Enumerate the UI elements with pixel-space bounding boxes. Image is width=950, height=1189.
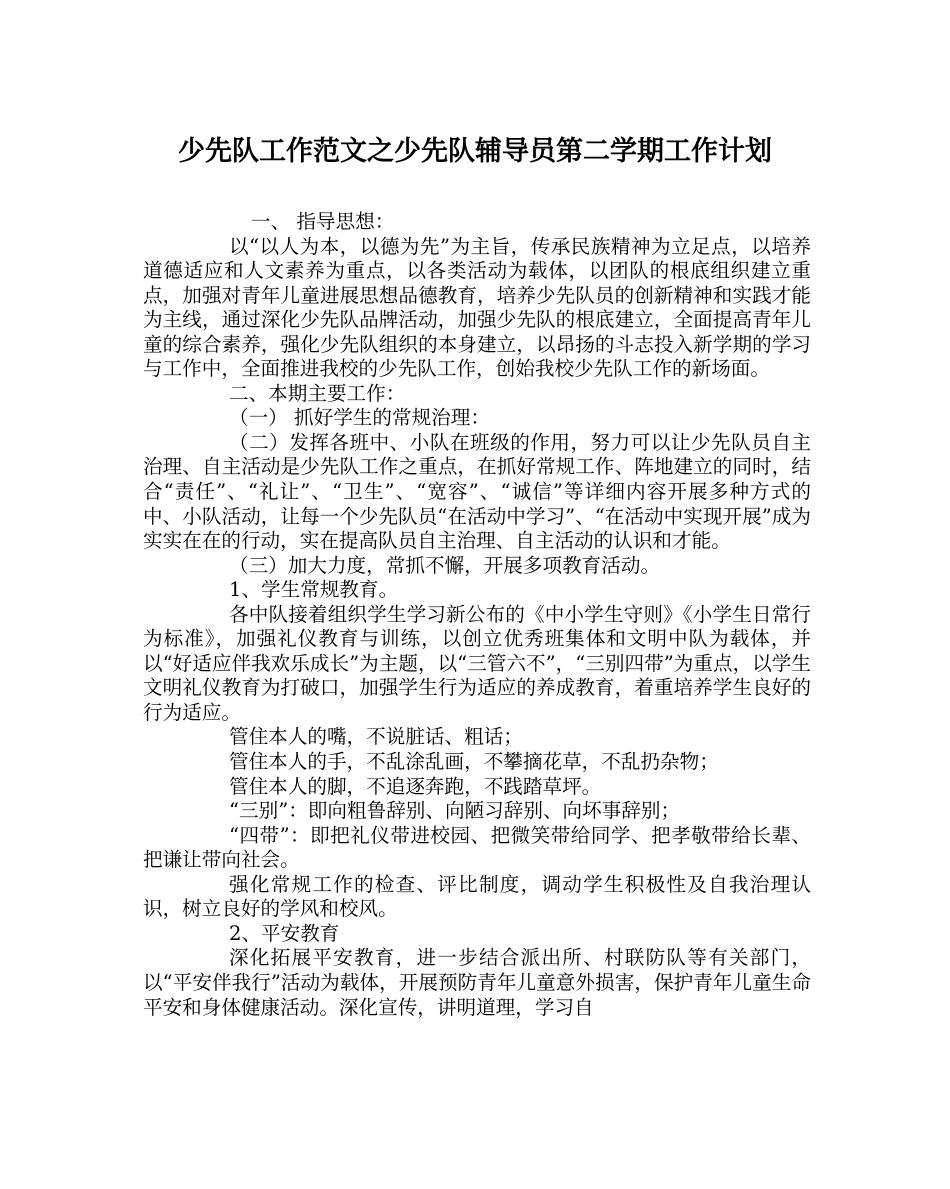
list-item-foot: 管住本人的脚，不追逐奔跑，不践踏草坪。 <box>229 774 602 798</box>
list-item-four-brings: “四带”：即把礼仪带进校园、把微笑带给同学、把孝敬带给长辈、把谦让带向社会。 <box>143 823 811 872</box>
paragraph-safety-education: 深化拓展平安教育，进一步结合派出所、村联防队等有关部门，以“平安伴我行”活动为载体，开展预防青年儿童意外损害，保护青年儿童生命平安和身体健康活动。深化宣传，讲明道理，学习自 <box>143 946 811 1019</box>
section-heading-main-work: 二、本期主要工作： <box>229 381 406 405</box>
paragraph-guiding-thought: 以“以人为本，以德为先”为主旨，传承民族精神为立足点，以培养道德适应和人文素养为重点，以各类活动为载体，以团队的根底组织建立重点，加强对青年儿童进展思想品德教育，培养少先队员的创新精神和实践才能为主线，通过深化少先队品牌活动，加强少先队的根底建立，全面提高青年儿童的综合素养，强化少先队组织的本身建立，以昂扬的斗志投入新学期的学习与工作中，全面推进我校的少先队工作，创始我校少先队工作的新场面。 <box>143 234 811 381</box>
subheading-routine-education: 1、学生常规教育。 <box>229 578 399 602</box>
subheading-routine-management: （一） 抓好学生的常规治理： <box>229 406 490 430</box>
paragraph-inspection: 强化常规工作的检查、评比制度，调动学生积极性及自我治理认识，树立良好的学风和校风。 <box>143 872 811 921</box>
section-heading-guiding-thought: 一、 指导思想： <box>251 210 395 233</box>
document-title: 少先队工作范文之少先队辅导员第二学期工作计划 <box>178 136 772 167</box>
subheading-education-activities: （三）加大力度，常抓不懈，开展多项教育活动。 <box>229 553 661 577</box>
document-body <box>143 210 811 1020</box>
list-item-mouth: 管住本人的嘴，不说脏话、粗话； <box>229 725 523 749</box>
list-item-hand: 管住本人的手，不乱涂乱画，不攀摘花草，不乱扔杂物； <box>229 750 719 774</box>
paragraph-routine-education: 各中队接着组织学生学习新公布的《中小学生守则》《小学生日常行为标准》，加强礼仪教育与训练，以创立优秀班集体和文明中队为载体，并以“好适应伴我欢乐成长”为主题，以“三管六不”，“三别四带”为重点，以学生文明礼仪教育为打破口，加强学生行为适应的养成教育，着重培养学生良好的行为适应。 <box>143 602 811 724</box>
list-item-three-farewells: “三别”：即向粗鲁辞别、向陋习辞别、向坏事辞别； <box>229 799 681 823</box>
paragraph-squad-role: （二）发挥各班中、小队在班级的作用，努力可以让少先队员自主治理、自主活动是少先队工作之重点，在抓好常规工作、阵地建立的同时，结合“责任”、“礼让”、“卫生”、“宽容”、“诚信”等详细内容开展多种方式的中、小队活动，让每一个少先队员“在活动中学习”、“在活动中实现开展”成为实实在在的行动，实在提高队员自主治理、自主活动的认识和才能。 <box>143 430 811 553</box>
subheading-safety-education: 2、平安教育 <box>229 921 340 945</box>
